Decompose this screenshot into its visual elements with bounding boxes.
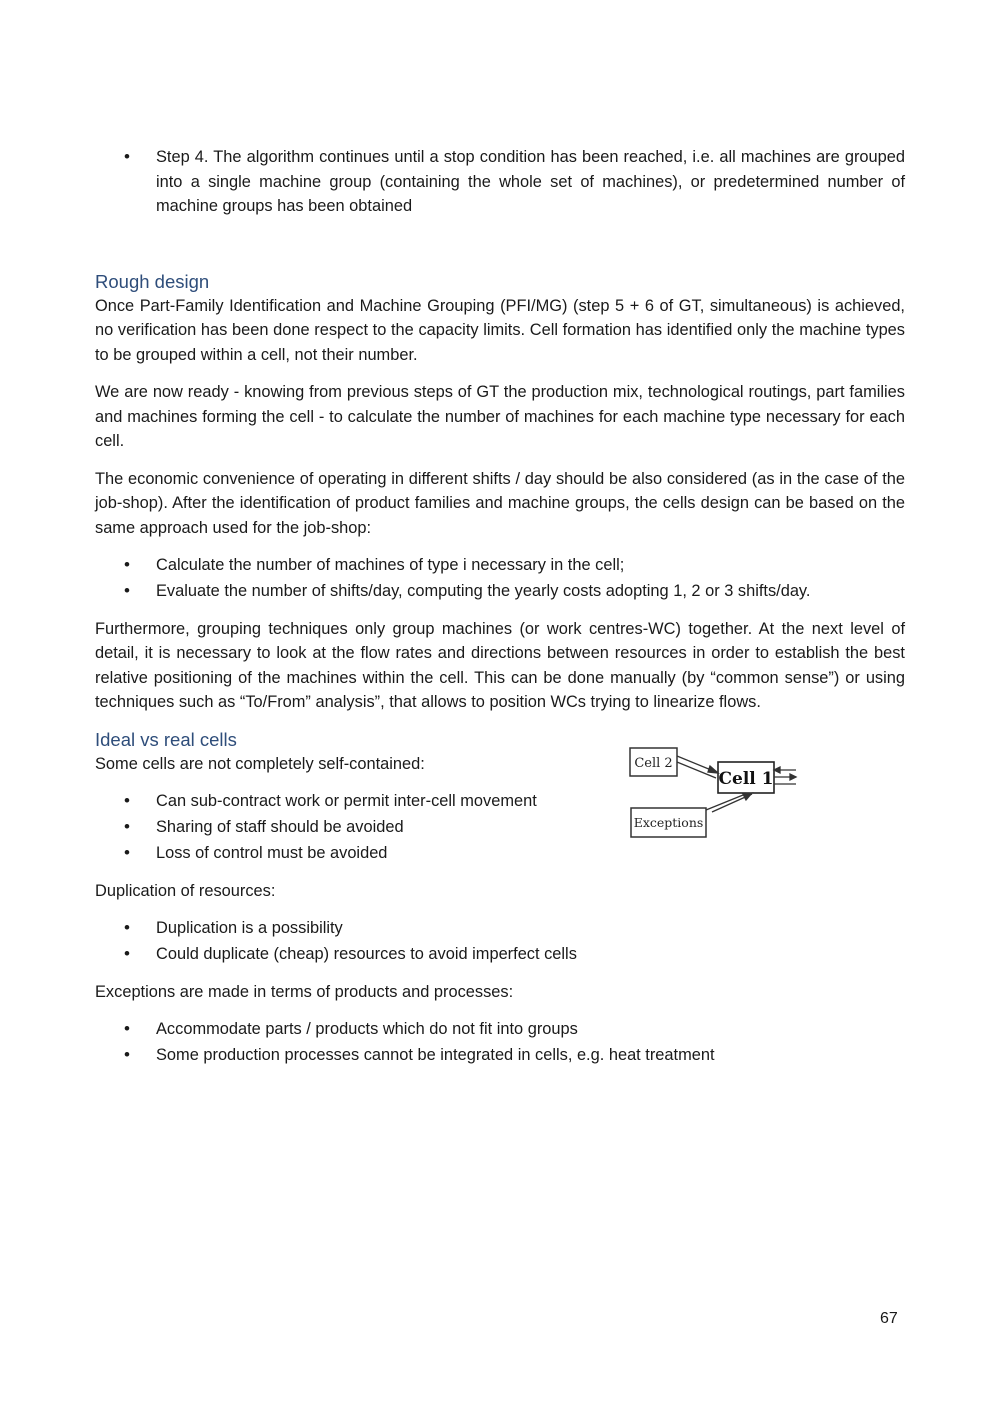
list-item: • Duplication is a possibility xyxy=(95,916,905,941)
list-item: • Loss of control must be avoided xyxy=(95,841,615,866)
exceptions-bullet-list xyxy=(95,1017,905,1068)
ideal-vs-real-section xyxy=(95,728,905,866)
paragraph: We are now ready - knowing from previous steps of GT the production mix, technological routings, part families and machines forming the cell - to calculate the number of machines for each machine type necessary for each cell. xyxy=(95,383,905,450)
list-item: • Some production processes cannot be integrated in cells, e.g. heat treatment xyxy=(95,1043,905,1068)
paragraph: Once Part-Family Identification and Machine Grouping (PFI/MG) (step 5 + 6 of GT, simultaneous) is achieved, no verification has been done respect to the capacity limits. Cell formation has identified only the machine types to be grouped within a cell, not their number. xyxy=(95,296,905,364)
rough-design-bullet-list xyxy=(95,553,905,604)
list-item: • Can sub-contract work or permit inter-cell movement xyxy=(95,789,615,814)
top-bullet-list xyxy=(95,145,905,219)
list-item: • Could duplicate (cheap) resources to avoid imperfect cells xyxy=(95,942,905,967)
page-number: 67 xyxy=(880,1310,898,1327)
paragraph: The economic convenience of operating in different shifts / day should be also considered (as in the case of the job-shop). After the identification of product families and machine groups, the cells design can be based on the same approach used for the job-shop: xyxy=(95,469,905,537)
paragraph: Some cells are not completely self-contained: xyxy=(95,754,425,773)
cell2-label: Cell 2 xyxy=(634,755,673,771)
section-heading-ideal-vs-real: Ideal vs real cells xyxy=(95,728,237,750)
paragraph: Furthermore, grouping techniques only group machines (or work centres-WC) together. At the next level of detail, it is necessary to look at the flow rates and directions between resources in order to establish the best relative positioning of the machines within the cell. This can be done manually (by “common sense”) or using techniques such as “To/From” analysis”, that allows to position WCs trying to linearize flows. xyxy=(95,619,905,711)
list-item: • Sharing of staff should be avoided xyxy=(95,815,615,840)
list-item: • Calculate the number of machines of type i necessary in the cell; xyxy=(95,553,905,578)
cell1-label: Cell 1 xyxy=(718,768,774,789)
paragraph: Duplication of resources: xyxy=(95,881,276,900)
self-contained-bullet-list xyxy=(95,789,615,866)
page-content xyxy=(95,145,905,1081)
cell-flow-diagram xyxy=(628,746,803,844)
list-item: • Step 4. The algorithm continues until a stop condition has been reached, i.e. all machines are grouped into a single machine group (containing the whole set of machines), or predetermined number of machine groups has been obtained xyxy=(95,145,905,219)
section-heading-rough-design: Rough design xyxy=(95,270,210,292)
list-item: • Accommodate parts / products which do not fit into groups xyxy=(95,1017,905,1042)
exceptions-label: Exceptions xyxy=(633,814,704,830)
list-item: • Evaluate the number of shifts/day, computing the yearly costs adopting 1, 2 or 3 shifts/day. xyxy=(95,579,905,604)
paragraph: Exceptions are made in terms of products and processes: xyxy=(95,982,514,1001)
duplication-bullet-list xyxy=(95,916,905,967)
